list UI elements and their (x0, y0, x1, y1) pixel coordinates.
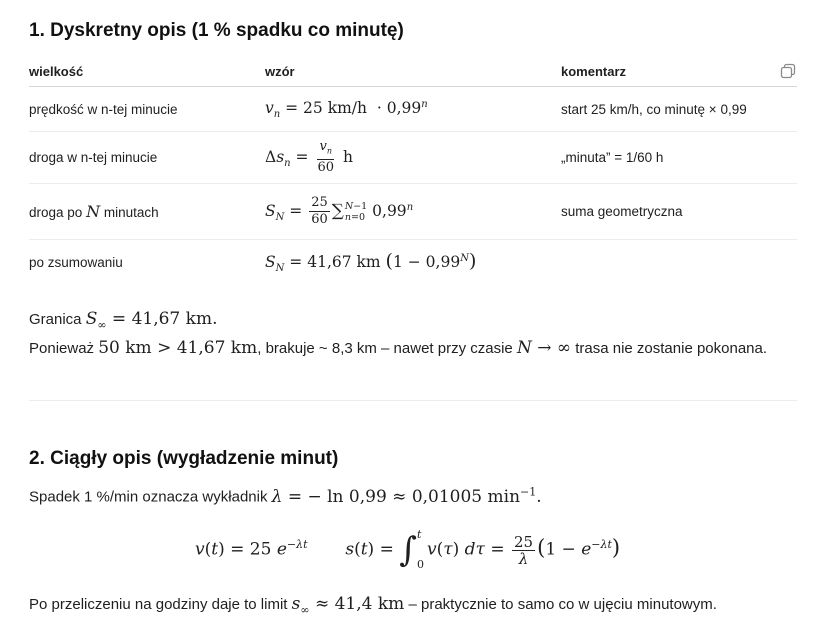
table-row (29, 184, 797, 240)
row-comment: start 25 km/h, co minutę × 0,99 (561, 87, 797, 132)
row-formula: $S_N = 41,67$ km $(1 - 0,99^N)$ (265, 250, 477, 275)
limit-paragraph: Granica $S_\infty = 41,67$ km. (29, 309, 218, 332)
conclusion-start: Ponieważ (29, 340, 95, 357)
row-label-var: N (86, 202, 101, 221)
row-label-prefix: droga po (29, 205, 83, 220)
table-row (29, 132, 797, 184)
table-header-row (29, 56, 797, 87)
exponent-text: Spadek 1 %/min oznacza wykładnik (29, 488, 268, 506)
hours-paragraph: Po przeliczeniu na godziny daje to limit $s_\infty \approx 41,4$ km – praktycznie to samo co w ujęciu minutowym. (29, 594, 717, 617)
header-comment-label: komentarz (561, 63, 627, 79)
exponent-paragraph: Spadek 1 %/min oznacza wykładnik λ = − ln 0,99 ≈ 0,01005 $\min^{-1}$. (29, 485, 542, 507)
row-comment (561, 240, 797, 286)
row-label (29, 184, 265, 240)
conclusion-end: trasa nie zostanie pokonana. (575, 340, 768, 357)
table-row (29, 240, 797, 286)
hours-end: – praktycznie to samo co w ujęciu minutowym. (408, 596, 717, 613)
row-label-suffix: minutach (103, 205, 159, 220)
row-formula: $v_n = 25$ $km/h \cdot 0,99^n$ (265, 87, 561, 132)
row-comment: suma geometryczna (561, 184, 797, 240)
section-1-title: 1. Dyskretny opis (1 % spadku co minutę) (29, 20, 404, 41)
formula-table (29, 56, 797, 285)
continuous-formula: v(t) = 25 $e^{-\lambda t}$ s(t) = ∫ t 0 v(τ) dτ = $\frac{25}{\lambda}$ $(1 - e^{-\lambda t})$ (195, 528, 621, 571)
section-2-title: 2. Ciągły opis (wygładzenie minut) (29, 448, 339, 469)
row-formula: $\Delta s_n$ = $\frac{v_n}{60}$ h (265, 132, 561, 184)
copy-icon[interactable] (779, 62, 797, 80)
conclusion-middle: , brakuje ~ 8,3 km – nawet przy czasie (257, 340, 513, 357)
hours-start: Po przeliczeniu na godziny daje to limit (29, 596, 288, 613)
header-comment (561, 56, 797, 87)
row-label: droga w n-tej minucie (29, 132, 265, 184)
header-quantity: wielkość (29, 56, 265, 87)
limit-text: Granica (29, 311, 82, 328)
conclusion-paragraph: Ponieważ 50 km > 41,67 km, brakuje ~ 8,3 km – nawet przy czasie N → ∞ trasa nie zostanie pokonana. (29, 338, 768, 358)
row-formula: $S_N$ = $\frac{25}{60}$ ∑ N−1 n=0 0,99$^n$ (265, 184, 561, 240)
section-divider (29, 400, 797, 401)
row-label: po zsumowaniu (29, 255, 123, 270)
header-formula: wzór (265, 56, 561, 87)
table-row (29, 87, 797, 132)
row-comment: „minuta” = 1/60 h (561, 132, 797, 184)
row-label: prędkość w n-tej minucie (29, 87, 265, 132)
